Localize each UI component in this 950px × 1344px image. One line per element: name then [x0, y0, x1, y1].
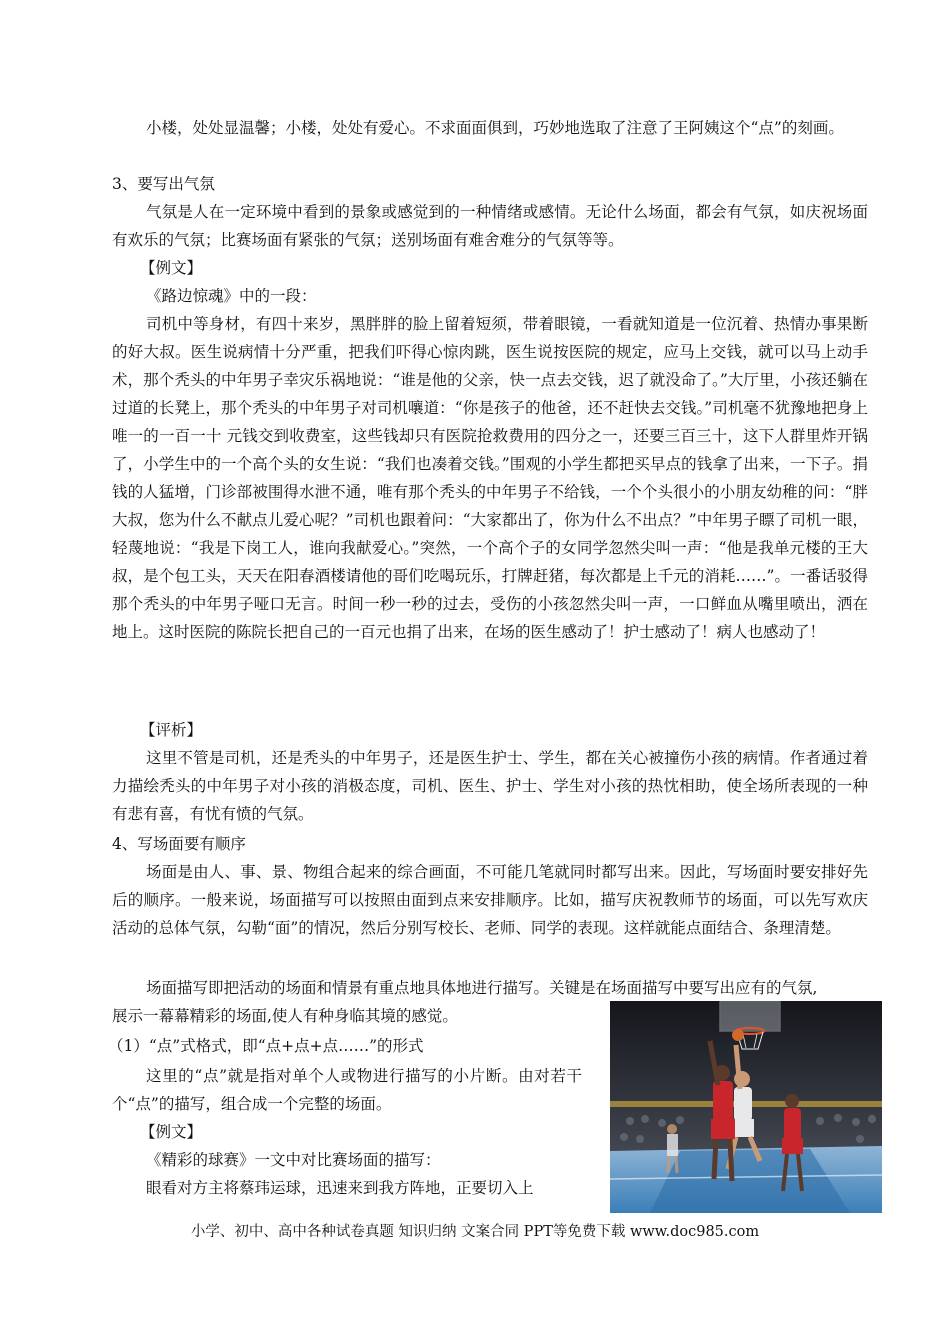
basketball-photo-illustration — [610, 1001, 882, 1213]
paragraph: 这里不管是司机，还是秃头的中年男子，还是医生护士、学生，都在关心被撞伤小孩的病情。作者通过着力描绘秃头的中年男子对小孩的消极态度，司机、医生、护士、学生对小孩的热忱相助，使全场所表现的一种有悲有喜，有忧有愤的气氛。 — [112, 749, 868, 823]
paragraph: 场面是由人、事、景、物组合起来的综合画面，不可能几笔就同时都写出来。因此，写场面时要安排好先后的顺序。一般来说，场面描写可以按照由面到点来安排顺序。比如，描写庆祝教师节的场面，可以先写欢庆活动的总体气氛，勾勒“面”的情况，然后分别写校长、老师、同学的表现。这样就能点面结合、条理清楚。 — [112, 863, 868, 937]
paragraph: 场面描写即把活动的场面和情景有重点地具体地进行描写。关键是在场面描写中要写出应有的气氛, — [146, 979, 818, 997]
paragraph: 《精彩的球赛》一文中对比赛场面的描写： — [146, 1151, 441, 1169]
paragraph: 小楼，处处显温馨；小楼，处处有爱心。不求面面俱到，巧妙地选取了注意了王阿姨这个“点”的刻画。 — [146, 119, 844, 137]
page-footer: 小学、初中、高中各种试卷真题 知识归纳 文案合同 PPT等免费下载 www.doc985.com — [190, 1224, 760, 1240]
paragraph: 眼看对方主将蔡玮运球，迅速来到我方阵地，正要切入上 — [146, 1179, 534, 1197]
example-tag: 【例文】 — [140, 259, 203, 277]
example-tag: 【例文】 — [140, 1123, 203, 1141]
paragraph: 气氛是人在一定环境中看到的景象或感觉到的一种情绪或感情。无论什么场面，都会有气氛，如庆祝场面有欢乐的气氛；比赛场面有紧张的气氛；送别场面有难舍难分的气氛等等。 — [112, 203, 868, 249]
paragraph: 《路边惊魂》中的一段： — [146, 287, 317, 305]
paragraph: 这里的“点”就是指对单个人或物进行描写的小片断。由对若干个“点”的描写，组合成一个完整的场面。 — [112, 1067, 582, 1113]
section-heading: 4、写场面要有顺序 — [112, 835, 246, 853]
basketball-game-photo — [610, 1001, 882, 1213]
comment-tag: 【评析】 — [140, 721, 203, 739]
paragraph: 展示一幕幕精彩的场面,使人有种身临其境的感觉。 — [112, 1007, 458, 1025]
sub-heading: （1）“点”式格式，即“点+点+点……”的形式 — [108, 1037, 424, 1055]
section-heading: 3、要写出气氛 — [112, 175, 215, 193]
example-paragraph: 司机中等身材，有四十来岁，黑胖胖的脸上留着短须，带着眼镜，一看就知道是一位沉着、热情办事果断的好大叔。医生说病情十分严重，把我们吓得心惊肉跳，医生说按医院的规定，应马上交钱，就可以马上动手术，那个秃头的中年男子幸灾乐祸地说：“谁是他的父亲，快一点去交钱，迟了就没命了。”大厅里，小孩还躺在过道的长凳上，那个秃头的中年男子对司机嚷道：“你是孩子的他爸，还不赶快去交钱。”司机毫不犹豫地把身上唯一的一百一十 元钱交到收费室，这些钱却只有医院抢救费用的四分之一，还要三百三十，这下人群里炸开锅了，小学生中的一个高个头的女生说：“我们也凑着交钱。”围观的小学生都把买早点的钱拿了出来，一下子。捐钱的人猛增，门诊部被围得水泄不通，唯有那个秃头的中年男子不给钱，一个个头很小的小朋友幼稚的问：“胖大叔，您为什么不献点儿爱心呢？”司机也跟着问：“大家都出了，你为什么不出点？”中年男子瞟了司机一眼，轻蔑地说：“我是下岗工人，谁向我献爱心。”突然，一个高个子的女同学忽然尖叫一声：“他是我单元楼的王大叔，是个包工头，天天在阳春酒楼请他的哥们吃喝玩乐，打牌赶猪，每次都是上千元的消耗……”。一番话驳得那个秃头的中年男子哑口无言。时间一秒一秒的过去，受伤的小孩忽然尖叫一声，一口鲜血从嘴里喷出，洒在地上。这时医院的陈院长把自己的一百元也捐了出来，在场的医生感动了！护士感动了！病人也感动了！ — [112, 315, 868, 641]
